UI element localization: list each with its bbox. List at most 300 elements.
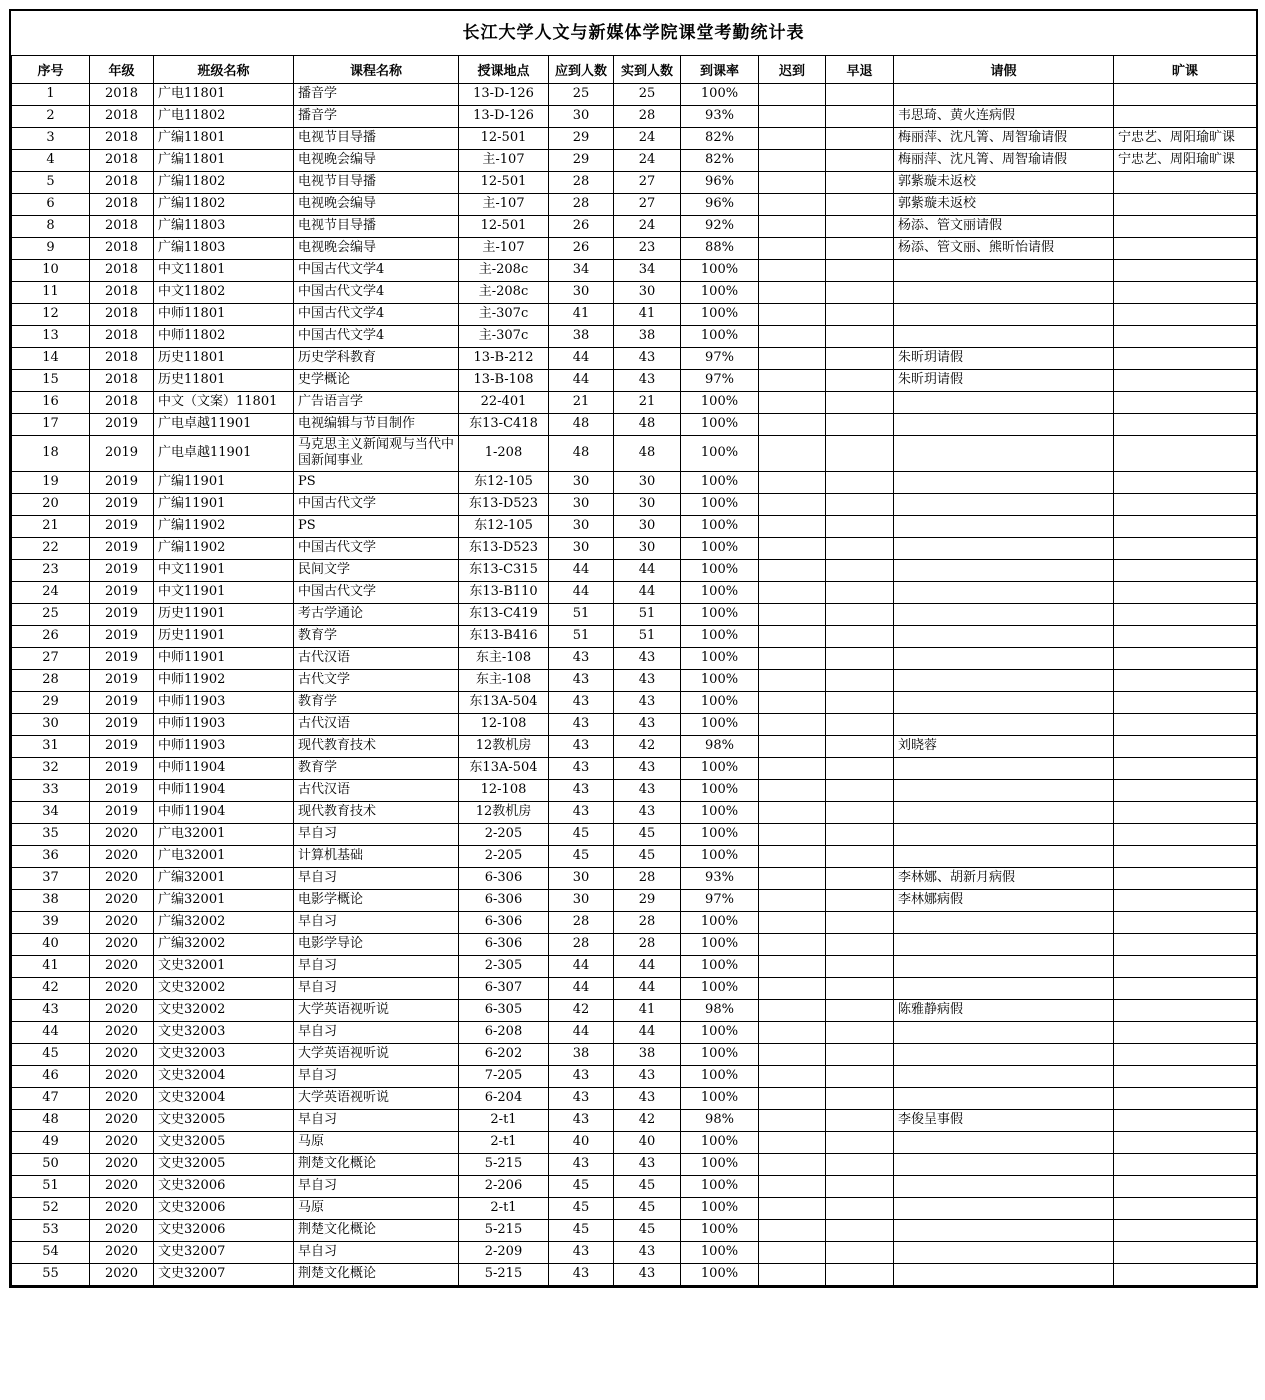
table-row <box>12 955 1257 977</box>
cell-rate: 82% <box>681 150 759 172</box>
cell-grade: 2020 <box>90 1109 154 1131</box>
cell-location: 5-215 <box>459 1153 549 1175</box>
cell-leave <box>894 801 1114 823</box>
cell-grade: 2018 <box>90 128 154 150</box>
cell-actual: 25 <box>614 84 681 106</box>
cell-rate: 97% <box>681 370 759 392</box>
cell-leave: 朱昕玥请假 <box>894 370 1114 392</box>
cell-grade: 2019 <box>90 414 154 436</box>
table-row <box>12 801 1257 823</box>
cell-grade: 2018 <box>90 194 154 216</box>
cell-course: 早自习 <box>294 977 459 999</box>
cell-absent <box>1114 1219 1257 1241</box>
cell-actual: 42 <box>614 735 681 757</box>
cell-late <box>759 581 826 603</box>
cell-early <box>826 735 894 757</box>
table-row <box>12 823 1257 845</box>
cell-no: 40 <box>12 933 90 955</box>
cell-no: 35 <box>12 823 90 845</box>
cell-leave <box>894 1263 1114 1285</box>
cell-location: 6-306 <box>459 889 549 911</box>
cell-late <box>759 282 826 304</box>
cell-location: 13-D-126 <box>459 106 549 128</box>
cell-course: 古代汉语 <box>294 779 459 801</box>
cell-no: 46 <box>12 1065 90 1087</box>
cell-rate: 100% <box>681 1131 759 1153</box>
cell-no: 51 <box>12 1175 90 1197</box>
cell-leave: 梅丽萍、沈凡箐、周智瑜请假 <box>894 150 1114 172</box>
cell-early <box>826 823 894 845</box>
cell-leave <box>894 647 1114 669</box>
cell-course: 中国古代文学 <box>294 493 459 515</box>
cell-location: 2-206 <box>459 1175 549 1197</box>
table-row <box>12 845 1257 867</box>
cell-leave <box>894 515 1114 537</box>
cell-rate: 100% <box>681 282 759 304</box>
cell-absent <box>1114 348 1257 370</box>
cell-no: 8 <box>12 216 90 238</box>
cell-expected: 30 <box>549 867 614 889</box>
cell-actual: 51 <box>614 603 681 625</box>
cell-absent <box>1114 669 1257 691</box>
cell-absent <box>1114 757 1257 779</box>
cell-no: 18 <box>12 436 90 472</box>
cell-late <box>759 150 826 172</box>
cell-location: 22-401 <box>459 392 549 414</box>
cell-actual: 45 <box>614 1197 681 1219</box>
cell-absent <box>1114 304 1257 326</box>
cell-course: 教育学 <box>294 757 459 779</box>
cell-rate: 100% <box>681 414 759 436</box>
cell-rate: 100% <box>681 392 759 414</box>
cell-grade: 2018 <box>90 106 154 128</box>
cell-class: 文史32006 <box>154 1197 294 1219</box>
cell-leave <box>894 471 1114 493</box>
cell-late <box>759 1219 826 1241</box>
cell-course: 电视编辑与节目制作 <box>294 414 459 436</box>
cell-class: 文史32006 <box>154 1219 294 1241</box>
cell-rate: 100% <box>681 537 759 559</box>
cell-late <box>759 1065 826 1087</box>
cell-late <box>759 471 826 493</box>
cell-class: 文史32003 <box>154 1021 294 1043</box>
table-row <box>12 260 1257 282</box>
cell-no: 48 <box>12 1109 90 1131</box>
cell-late <box>759 1153 826 1175</box>
cell-actual: 45 <box>614 823 681 845</box>
cell-absent <box>1114 260 1257 282</box>
cell-class: 广编11802 <box>154 172 294 194</box>
cell-early <box>826 150 894 172</box>
col-header-rate: 到课率 <box>681 56 759 84</box>
cell-leave <box>894 823 1114 845</box>
cell-late <box>759 172 826 194</box>
cell-late <box>759 414 826 436</box>
cell-actual: 30 <box>614 515 681 537</box>
cell-grade: 2020 <box>90 933 154 955</box>
cell-early <box>826 625 894 647</box>
cell-actual: 45 <box>614 845 681 867</box>
cell-rate: 100% <box>681 955 759 977</box>
cell-grade: 2020 <box>90 823 154 845</box>
cell-early <box>826 1219 894 1241</box>
cell-rate: 100% <box>681 911 759 933</box>
cell-expected: 40 <box>549 1131 614 1153</box>
cell-course: 早自习 <box>294 1021 459 1043</box>
cell-rate: 100% <box>681 559 759 581</box>
cell-rate: 100% <box>681 669 759 691</box>
cell-expected: 45 <box>549 1219 614 1241</box>
cell-actual: 30 <box>614 282 681 304</box>
cell-actual: 21 <box>614 392 681 414</box>
cell-actual: 48 <box>614 414 681 436</box>
cell-absent <box>1114 603 1257 625</box>
page-title: 长江大学人文与新媒体学院课堂考勤统计表 <box>462 23 805 43</box>
cell-actual: 27 <box>614 172 681 194</box>
cell-class: 文史32002 <box>154 977 294 999</box>
cell-location: 2-205 <box>459 823 549 845</box>
cell-late <box>759 625 826 647</box>
cell-location: 12-108 <box>459 779 549 801</box>
table-row <box>12 735 1257 757</box>
cell-leave: 李林娜、胡新月病假 <box>894 867 1114 889</box>
cell-expected: 44 <box>549 559 614 581</box>
cell-early <box>826 933 894 955</box>
cell-no: 39 <box>12 911 90 933</box>
cell-actual: 44 <box>614 1021 681 1043</box>
cell-absent <box>1114 1109 1257 1131</box>
cell-expected: 44 <box>549 370 614 392</box>
attendance-sheet <box>9 9 1258 1288</box>
table-row <box>12 348 1257 370</box>
cell-grade: 2020 <box>90 1043 154 1065</box>
cell-absent <box>1114 779 1257 801</box>
cell-rate: 96% <box>681 172 759 194</box>
cell-leave: 杨添、管文丽、熊昕怡请假 <box>894 238 1114 260</box>
cell-actual: 23 <box>614 238 681 260</box>
cell-actual: 43 <box>614 1065 681 1087</box>
table-row <box>12 392 1257 414</box>
cell-class: 广电32001 <box>154 845 294 867</box>
cell-no: 53 <box>12 1219 90 1241</box>
cell-expected: 44 <box>549 348 614 370</box>
cell-late <box>759 691 826 713</box>
cell-rate: 100% <box>681 1175 759 1197</box>
cell-class: 中师11901 <box>154 647 294 669</box>
cell-class: 文史32005 <box>154 1109 294 1131</box>
cell-course: 大学英语视听说 <box>294 1087 459 1109</box>
cell-grade: 2020 <box>90 1131 154 1153</box>
table-row <box>12 370 1257 392</box>
cell-early <box>826 977 894 999</box>
cell-no: 15 <box>12 370 90 392</box>
cell-class: 中文（文案）11801 <box>154 392 294 414</box>
cell-expected: 30 <box>549 889 614 911</box>
cell-leave <box>894 713 1114 735</box>
cell-leave: 陈雅静病假 <box>894 999 1114 1021</box>
cell-early <box>826 1109 894 1131</box>
cell-grade: 2018 <box>90 304 154 326</box>
cell-rate: 100% <box>681 1021 759 1043</box>
cell-location: 东13A-504 <box>459 691 549 713</box>
cell-early <box>826 1197 894 1219</box>
cell-actual: 28 <box>614 911 681 933</box>
cell-expected: 38 <box>549 326 614 348</box>
cell-actual: 28 <box>614 933 681 955</box>
cell-rate: 93% <box>681 867 759 889</box>
cell-late <box>759 436 826 472</box>
cell-late <box>759 845 826 867</box>
cell-expected: 41 <box>549 304 614 326</box>
cell-expected: 43 <box>549 669 614 691</box>
cell-no: 36 <box>12 845 90 867</box>
cell-actual: 44 <box>614 955 681 977</box>
cell-leave <box>894 911 1114 933</box>
cell-absent <box>1114 515 1257 537</box>
cell-expected: 43 <box>549 713 614 735</box>
cell-grade: 2019 <box>90 669 154 691</box>
cell-absent <box>1114 625 1257 647</box>
cell-actual: 43 <box>614 801 681 823</box>
cell-actual: 43 <box>614 757 681 779</box>
cell-no: 12 <box>12 304 90 326</box>
cell-grade: 2020 <box>90 911 154 933</box>
cell-early <box>826 1043 894 1065</box>
cell-grade: 2020 <box>90 845 154 867</box>
cell-class: 文史32007 <box>154 1241 294 1263</box>
cell-expected: 30 <box>549 493 614 515</box>
cell-rate: 92% <box>681 216 759 238</box>
cell-late <box>759 889 826 911</box>
cell-late <box>759 1087 826 1109</box>
cell-early <box>826 471 894 493</box>
cell-grade: 2020 <box>90 1219 154 1241</box>
cell-actual: 29 <box>614 889 681 911</box>
cell-class: 广编11901 <box>154 493 294 515</box>
cell-course: 中国古代文学4 <box>294 260 459 282</box>
cell-expected: 30 <box>549 106 614 128</box>
cell-location: 东13-C419 <box>459 603 549 625</box>
cell-actual: 43 <box>614 348 681 370</box>
cell-expected: 43 <box>549 735 614 757</box>
cell-early <box>826 414 894 436</box>
cell-no: 17 <box>12 414 90 436</box>
cell-location: 5-215 <box>459 1263 549 1285</box>
cell-absent <box>1114 1043 1257 1065</box>
cell-leave <box>894 559 1114 581</box>
table-row <box>12 84 1257 106</box>
cell-late <box>759 238 826 260</box>
cell-no: 13 <box>12 326 90 348</box>
cell-rate: 100% <box>681 1065 759 1087</box>
cell-rate: 100% <box>681 493 759 515</box>
cell-leave <box>894 1065 1114 1087</box>
cell-course: 大学英语视听说 <box>294 999 459 1021</box>
cell-course: 早自习 <box>294 1175 459 1197</box>
col-header-early: 早退 <box>826 56 894 84</box>
cell-grade: 2018 <box>90 392 154 414</box>
cell-actual: 43 <box>614 669 681 691</box>
cell-location: 2-305 <box>459 955 549 977</box>
table-row <box>12 867 1257 889</box>
cell-location: 东13-D523 <box>459 493 549 515</box>
cell-leave <box>894 84 1114 106</box>
table-row <box>12 304 1257 326</box>
cell-early <box>826 304 894 326</box>
cell-course: 中国古代文学 <box>294 581 459 603</box>
cell-class: 历史11801 <box>154 348 294 370</box>
cell-expected: 51 <box>549 625 614 647</box>
cell-absent <box>1114 933 1257 955</box>
cell-class: 中师11903 <box>154 735 294 757</box>
cell-expected: 21 <box>549 392 614 414</box>
cell-class: 广编32002 <box>154 911 294 933</box>
cell-grade: 2018 <box>90 150 154 172</box>
cell-no: 10 <box>12 260 90 282</box>
cell-leave: 郭紫璇未返校 <box>894 194 1114 216</box>
cell-class: 中师11801 <box>154 304 294 326</box>
cell-location: 东13-D523 <box>459 537 549 559</box>
cell-late <box>759 392 826 414</box>
cell-course: 播音学 <box>294 84 459 106</box>
cell-location: 12教机房 <box>459 801 549 823</box>
attendance-table <box>11 55 1257 1286</box>
cell-actual: 42 <box>614 1109 681 1131</box>
cell-grade: 2020 <box>90 1175 154 1197</box>
cell-actual: 38 <box>614 326 681 348</box>
cell-late <box>759 194 826 216</box>
cell-grade: 2019 <box>90 581 154 603</box>
cell-rate: 100% <box>681 1087 759 1109</box>
cell-no: 16 <box>12 392 90 414</box>
cell-absent <box>1114 1263 1257 1285</box>
cell-absent <box>1114 1065 1257 1087</box>
cell-class: 广编32001 <box>154 867 294 889</box>
table-row <box>12 194 1257 216</box>
cell-actual: 28 <box>614 867 681 889</box>
cell-late <box>759 537 826 559</box>
cell-leave: 李林娜病假 <box>894 889 1114 911</box>
cell-rate: 100% <box>681 304 759 326</box>
cell-absent <box>1114 691 1257 713</box>
cell-class: 广电32001 <box>154 823 294 845</box>
cell-location: 东13A-504 <box>459 757 549 779</box>
cell-actual: 24 <box>614 216 681 238</box>
cell-grade: 2020 <box>90 1065 154 1087</box>
cell-no: 20 <box>12 493 90 515</box>
cell-absent <box>1114 867 1257 889</box>
cell-absent <box>1114 1131 1257 1153</box>
cell-rate: 100% <box>681 1197 759 1219</box>
cell-class: 历史11901 <box>154 625 294 647</box>
cell-class: 中师11902 <box>154 669 294 691</box>
cell-class: 历史11901 <box>154 603 294 625</box>
cell-absent <box>1114 823 1257 845</box>
cell-location: 2-t1 <box>459 1109 549 1131</box>
col-header-absent: 旷课 <box>1114 56 1257 84</box>
cell-leave <box>894 1087 1114 1109</box>
cell-location: 13-B-212 <box>459 348 549 370</box>
cell-leave <box>894 282 1114 304</box>
table-row <box>12 493 1257 515</box>
cell-no: 25 <box>12 603 90 625</box>
cell-actual: 43 <box>614 713 681 735</box>
cell-absent <box>1114 1197 1257 1219</box>
cell-course: 早自习 <box>294 955 459 977</box>
cell-rate: 100% <box>681 1263 759 1285</box>
cell-expected: 29 <box>549 128 614 150</box>
cell-grade: 2019 <box>90 603 154 625</box>
cell-course: 电影学导论 <box>294 933 459 955</box>
table-row <box>12 471 1257 493</box>
cell-location: 7-205 <box>459 1065 549 1087</box>
cell-no: 45 <box>12 1043 90 1065</box>
cell-course: 现代教育技术 <box>294 801 459 823</box>
cell-expected: 48 <box>549 414 614 436</box>
cell-late <box>759 647 826 669</box>
cell-leave: 杨添、管文丽请假 <box>894 216 1114 238</box>
cell-location: 5-215 <box>459 1219 549 1241</box>
cell-leave <box>894 1043 1114 1065</box>
cell-no: 14 <box>12 348 90 370</box>
cell-early <box>826 1131 894 1153</box>
cell-grade: 2020 <box>90 977 154 999</box>
cell-late <box>759 1175 826 1197</box>
cell-course: 电视晚会编导 <box>294 194 459 216</box>
cell-location: 6-202 <box>459 1043 549 1065</box>
cell-location: 主-307c <box>459 304 549 326</box>
cell-absent <box>1114 999 1257 1021</box>
table-row <box>12 172 1257 194</box>
table-row <box>12 1197 1257 1219</box>
cell-location: 12-501 <box>459 128 549 150</box>
cell-leave <box>894 757 1114 779</box>
cell-late <box>759 1197 826 1219</box>
cell-early <box>826 669 894 691</box>
table-row <box>12 1263 1257 1285</box>
cell-late <box>759 128 826 150</box>
cell-actual: 48 <box>614 436 681 472</box>
cell-late <box>759 106 826 128</box>
cell-late <box>759 84 826 106</box>
cell-expected: 43 <box>549 1153 614 1175</box>
cell-early <box>826 1065 894 1087</box>
cell-course: 马原 <box>294 1131 459 1153</box>
cell-grade: 2020 <box>90 867 154 889</box>
cell-absent <box>1114 735 1257 757</box>
cell-class: 中文11901 <box>154 581 294 603</box>
cell-expected: 28 <box>549 172 614 194</box>
cell-expected: 44 <box>549 581 614 603</box>
cell-rate: 100% <box>681 1043 759 1065</box>
cell-early <box>826 1263 894 1285</box>
cell-rate: 100% <box>681 581 759 603</box>
cell-no: 29 <box>12 691 90 713</box>
cell-actual: 30 <box>614 471 681 493</box>
cell-location: 东13-B416 <box>459 625 549 647</box>
cell-no: 54 <box>12 1241 90 1263</box>
cell-actual: 43 <box>614 370 681 392</box>
cell-no: 11 <box>12 282 90 304</box>
table-row <box>12 1131 1257 1153</box>
cell-rate: 100% <box>681 845 759 867</box>
cell-absent: 宁忠艺、周阳瑜旷课 <box>1114 150 1257 172</box>
cell-expected: 30 <box>549 537 614 559</box>
cell-absent <box>1114 493 1257 515</box>
col-header-actual: 实到人数 <box>614 56 681 84</box>
cell-class: 中文11802 <box>154 282 294 304</box>
cell-course: 古代汉语 <box>294 713 459 735</box>
